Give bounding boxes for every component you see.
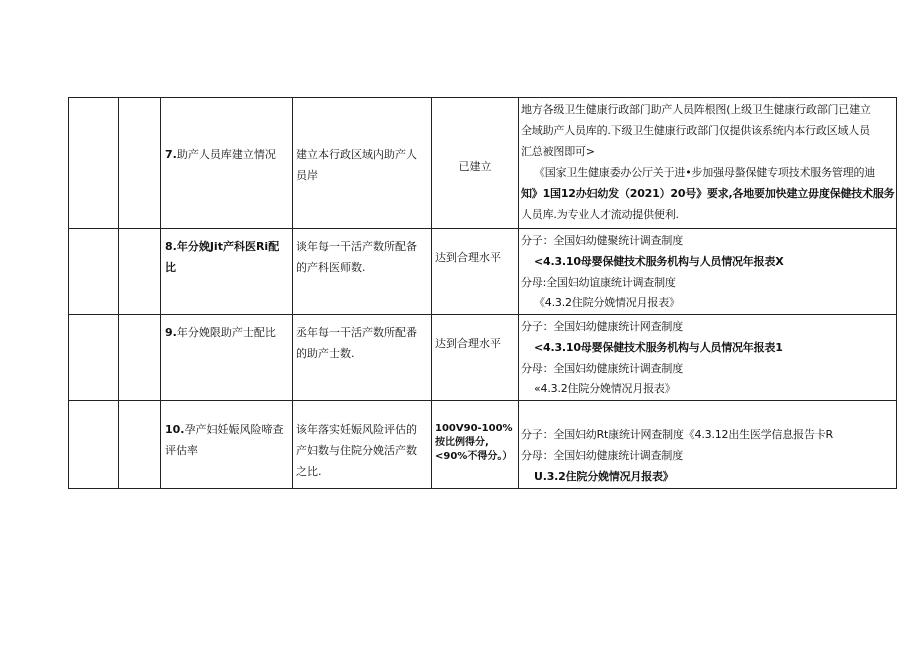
category-cell [69, 98, 119, 229]
indicator-standard: 达到合理水平 [432, 315, 519, 401]
indicator-name: 9.年分娩限助产士配比 [161, 315, 293, 401]
indicator-standard: 已建立 [432, 98, 519, 229]
indicator-standard: 100V90-100%按比例得分,<90%不得分。） [432, 401, 519, 489]
table-row [69, 98, 897, 229]
category-cell [69, 401, 119, 489]
subcategory-cell [119, 401, 161, 489]
table-row [69, 401, 897, 489]
table-row [69, 315, 897, 401]
indicator-definition: 谈年每一干活产数所配备的产科医师数. [293, 229, 432, 315]
indicator-definition: 建立本行政区域内助产人员岸 [293, 98, 432, 229]
data-source: 分子：全国妇幼健聚统计调查制度 <4.3.10母婴保健技术服务机构与人员情况年报表X 分母:全国妇幼谊康统计调查制度 《4.3.2住院分娩情况月报表》 [519, 229, 897, 315]
data-source: 分子：全国妇幼健康统计网查制度 <4.3.10母婴保健技术服务机构与人员情况年报表1 分母：全国妇幼健康统计调查制度 «4.3.2住院分娩情况月报表》 [519, 315, 897, 401]
indicator-table [68, 97, 897, 489]
data-source: 分子：全国妇幼Rt康统计网查制度《4.3.12出生医学信息报告卡R 分母：全国妇幼健康统计调查制度 U.3.2住院分娩情况月报表》 [519, 401, 897, 489]
indicator-definition: 丞年每一干活产数所配番的助产士数. [293, 315, 432, 401]
subcategory-cell [119, 98, 161, 229]
table-row [69, 229, 897, 315]
category-cell [69, 229, 119, 315]
indicator-definition: 该年落实妊娠风险评估的产妇数与住院分娩活产数之比. [293, 401, 432, 489]
indicator-name: 10.孕产妇妊娠风险啼查评估率 [161, 401, 293, 489]
data-source: 地方各级卫生健康行政部门助产人员阵根图(上级卫生健康行政部门已建立 全域助产人员库的.下级卫生健康行政部门仅提供该系统内本行政区域人员 汇总被图即可> 《国家卫生健康委办公厅关于进•步加强母螯保健专项技术服务管理的迪 知》1国12办妇幼发（2021）20号》要求,各地要加快建立毋度保健技术服务 人员库.为专业人才流动提供便利. [519, 98, 897, 229]
subcategory-cell [119, 229, 161, 315]
category-cell [69, 315, 119, 401]
indicator-standard: 达到合理水平 [432, 229, 519, 315]
indicator-name: 8.年分娩Jit产科医Ri配比 [161, 229, 293, 315]
indicator-name: 7.助产人员库建立情况 [161, 98, 293, 229]
subcategory-cell [119, 315, 161, 401]
